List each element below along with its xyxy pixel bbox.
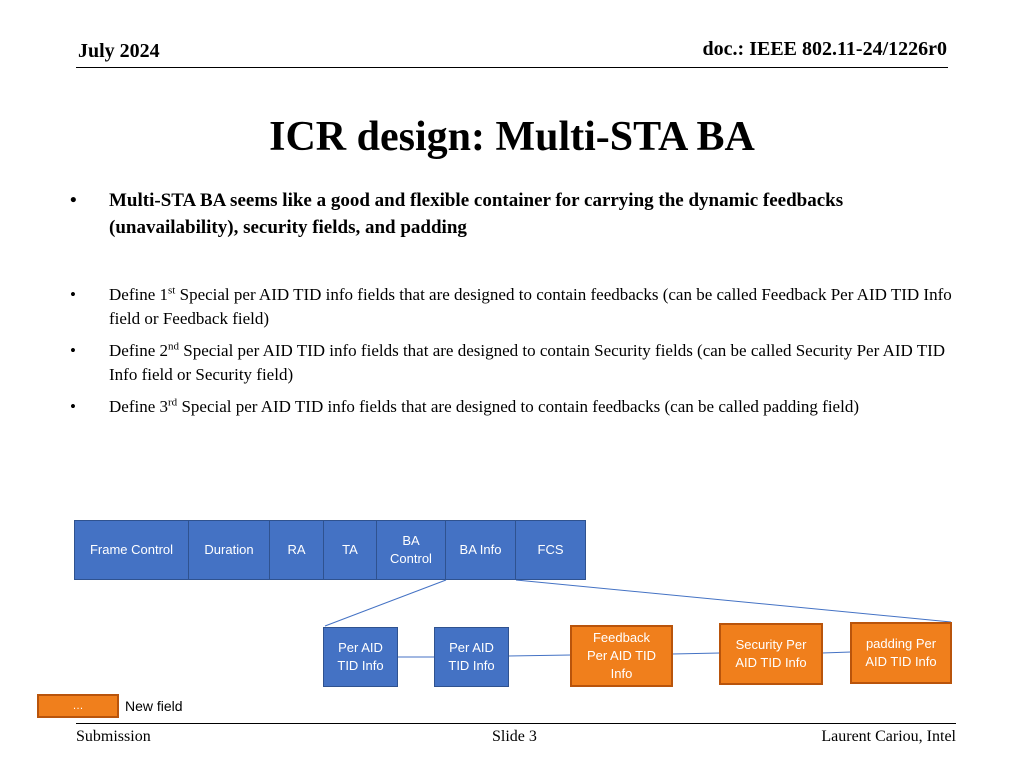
bullet-marker: •	[70, 397, 76, 416]
connector-line	[516, 580, 951, 622]
frame-field-ra: RA	[269, 520, 324, 580]
sub-field-per-aid-tid-info: Per AID TID Info	[434, 627, 509, 687]
bullet-text: Define 3rd Special per AID TID info fields that are designed to contain feedbacks (can be called padding field)	[109, 396, 859, 416]
connector-line	[508, 655, 571, 656]
frame-field-duration: Duration	[188, 520, 270, 580]
bullet-text: Define 1st Special per AID TID info fields that are designed to contain feedbacks (can be called Feedback Per AID TID Info field or Feedback field)	[109, 284, 952, 328]
frame-field-ta: TA	[323, 520, 377, 580]
frame-field-ba-info: BA Info	[445, 520, 516, 580]
legend-swatch: …	[37, 694, 119, 718]
sub-field-per-aid-tid-info: Per AID TID Info	[323, 627, 398, 687]
connector-line	[325, 580, 446, 626]
bullet-marker: •	[70, 285, 76, 304]
connector-line	[672, 653, 720, 654]
bullet-text: Multi-STA BA seems like a good and flexible container for carrying the dynamic feedbacks (unavailability), security fields, and padding	[109, 190, 844, 238]
frame-field-ba-control: BA Control	[376, 520, 446, 580]
sub-field-feedback: Feedback Per AID TID Info	[570, 625, 673, 687]
footer-submission: Submission	[76, 728, 151, 745]
connector-line	[822, 652, 851, 653]
header-date: July 2024	[78, 40, 160, 62]
footer-slide-number: Slide 3	[492, 728, 537, 745]
bullet-marker: •	[70, 190, 77, 211]
header-doc-id: doc.: IEEE 802.11-24/1226r0	[702, 38, 947, 60]
sub-field-security: Security Per AID TID Info	[719, 623, 823, 685]
frame-field-frame-control: Frame Control	[74, 520, 189, 580]
legend-label: New field	[125, 698, 183, 714]
footer-author: Laurent Cariou, Intel	[821, 728, 956, 745]
sub-field-padding: padding Per AID TID Info	[850, 622, 952, 684]
bullet-text: Define 2nd Special per AID TID info fields that are designed to contain Security fields (can be called Security Per AID TID Info field or Security field)	[109, 340, 946, 384]
frame-field-fcs: FCS	[515, 520, 586, 580]
bullet-marker: •	[70, 341, 76, 360]
slide-title: ICR design: Multi-STA BA	[269, 114, 755, 160]
footer-divider	[76, 723, 956, 724]
